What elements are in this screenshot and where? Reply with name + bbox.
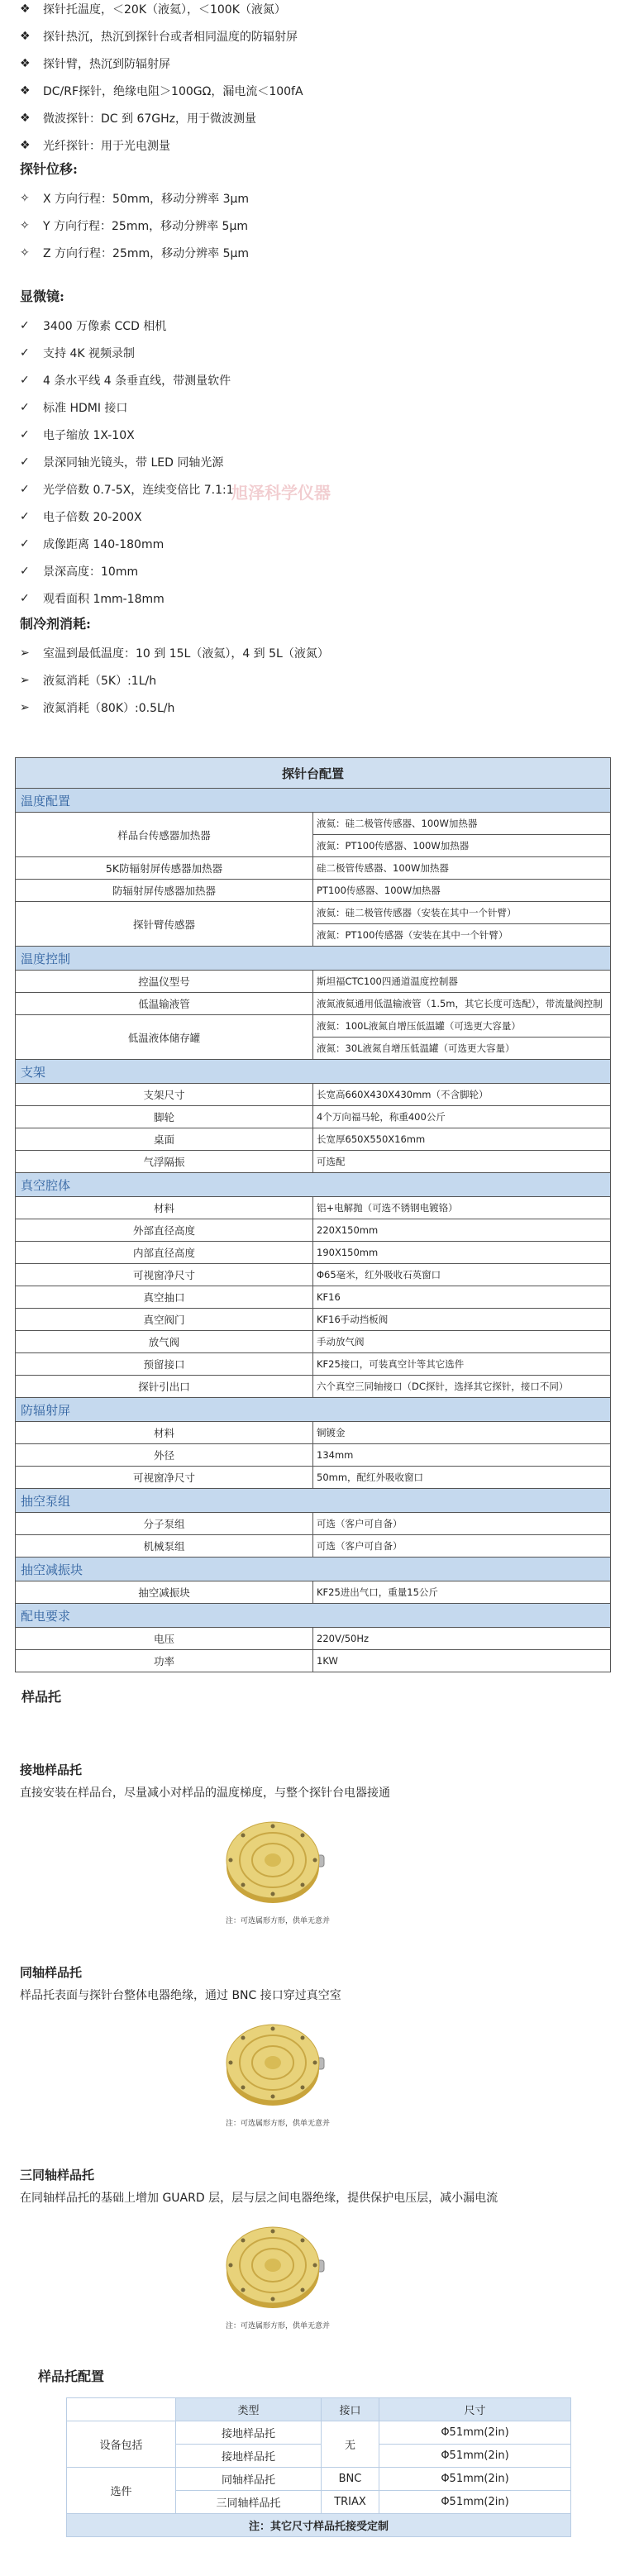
spec-key: 抽空减振块 bbox=[16, 1581, 313, 1604]
spec-value: 220X150mm bbox=[313, 1219, 611, 1242]
header-type: 类型 bbox=[176, 2398, 322, 2421]
sample-holder-image bbox=[223, 2216, 331, 2315]
holder-config-title: 样品托配置 bbox=[38, 2368, 105, 2384]
list-item bbox=[20, 448, 603, 475]
list-item-text: 电子倍数 20-200X bbox=[43, 510, 142, 524]
bullet-icon: ➢ bbox=[20, 700, 30, 714]
spec-value: 硅二极管传感器、100W加热器 bbox=[313, 857, 611, 880]
spec-key: 探针引出口 bbox=[16, 1376, 313, 1398]
spec-value: 液氦：100L液氮自增压低温罐（可选更大容量） bbox=[313, 1015, 611, 1038]
list-item-text: 标准 HDMI 接口 bbox=[43, 401, 128, 415]
bullet-icon: ✓ bbox=[20, 373, 30, 387]
list-item bbox=[20, 584, 603, 612]
spec-value: 液氮：30L液氮自增压低温罐（可选更大容量） bbox=[313, 1038, 611, 1060]
probe-feature-list bbox=[8, 0, 615, 159]
spec-value: 长宽高660X430X430mm（不含脚轮） bbox=[313, 1084, 611, 1106]
probe-station-config-table bbox=[15, 757, 611, 1672]
table-row bbox=[16, 1286, 611, 1309]
spec-key: 控温仪型号 bbox=[16, 971, 313, 993]
spec-value: 手动放气阀 bbox=[313, 1331, 611, 1353]
group-row bbox=[16, 1060, 611, 1084]
list-item bbox=[20, 104, 615, 131]
list-item-text: 液氮消耗（80K）:0.5L/h bbox=[43, 701, 175, 715]
list-item-text: Y 方向行程：25mm，移动分辨率 5μm bbox=[43, 219, 248, 233]
image-caption: 注：可选属形方形，供单无意并 bbox=[225, 2120, 330, 2128]
list-item-text: 观看面积 1mm-18mm bbox=[43, 592, 165, 606]
list-item-text: DC/RF探针，绝缘电阻＞100GΩ，漏电流＜100fA bbox=[43, 84, 303, 98]
bullet-icon: ✓ bbox=[20, 346, 30, 360]
bullet-icon: ✓ bbox=[20, 564, 30, 578]
spec-value: 液氦：硅二极管传感器、100W加热器 bbox=[313, 813, 611, 835]
table-row bbox=[16, 1106, 611, 1128]
group-row bbox=[16, 1604, 611, 1628]
config-title: 探针台配置 bbox=[16, 758, 611, 789]
bullet-icon: ✓ bbox=[20, 318, 30, 332]
holder-name: 接地样品托 bbox=[20, 1763, 83, 1777]
table-row bbox=[16, 1331, 611, 1353]
spec-value: KF25进出气口，重量15公斤 bbox=[313, 1581, 611, 1604]
table-row bbox=[16, 1513, 611, 1535]
holder-port-none: 无 bbox=[322, 2421, 379, 2468]
list-item bbox=[20, 239, 603, 266]
list-item-text: 景深同轴光镜头，带 LED 同轴光源 bbox=[43, 456, 224, 470]
group-title: 真空腔体 bbox=[16, 1173, 611, 1197]
spec-value: 液氮液氦通用低温输液管（1.5m，其它长度可选配），带流量阀控制 bbox=[313, 993, 611, 1015]
holder-section-title: 样品托 bbox=[21, 1689, 62, 1705]
sample-holder-image bbox=[223, 2013, 331, 2112]
spec-key: 电压 bbox=[16, 1628, 313, 1650]
cryogen-list bbox=[8, 639, 603, 721]
list-item-text: 微波探针：DC 到 67GHz，用于微波测量 bbox=[43, 112, 256, 126]
list-item bbox=[20, 503, 603, 530]
spec-key: 材料 bbox=[16, 1197, 313, 1219]
table-row bbox=[16, 857, 611, 880]
displacement-section bbox=[8, 159, 603, 266]
holder-port: TRIAX bbox=[322, 2491, 379, 2514]
list-item-text: 光纤探针：用于光电测量 bbox=[43, 139, 170, 153]
spec-key: 材料 bbox=[16, 1422, 313, 1444]
group-row bbox=[16, 789, 611, 813]
spec-key: 低温液体储存罐 bbox=[16, 1015, 313, 1060]
microscope-section bbox=[8, 286, 603, 612]
holder-port: BNC bbox=[322, 2468, 379, 2491]
microscope-list bbox=[8, 312, 603, 612]
watermark: 旭泽科学仪器 bbox=[231, 483, 331, 503]
cryogen-title: 制冷剂消耗: bbox=[20, 616, 91, 632]
spec-key: 5K防辐射屏传感器加热器 bbox=[16, 857, 313, 880]
spec-value: 可选配 bbox=[313, 1151, 611, 1173]
spec-value: KF16手动挡板阀 bbox=[313, 1309, 611, 1331]
holder-size: Φ51mm(2in) bbox=[379, 2445, 571, 2468]
list-item-text: Z 方向行程：25mm，移动分辨率 5μm bbox=[43, 246, 250, 260]
list-item bbox=[20, 694, 603, 721]
bullet-icon: ✓ bbox=[20, 591, 30, 605]
group-row bbox=[16, 1489, 611, 1513]
spec-key: 探针臂传感器 bbox=[16, 902, 313, 947]
list-item bbox=[20, 184, 603, 212]
holder-name: 同轴样品托 bbox=[20, 1965, 83, 1980]
bullet-icon: ✓ bbox=[20, 400, 30, 414]
spec-value: 134mm bbox=[313, 1444, 611, 1467]
table-row bbox=[16, 971, 611, 993]
table-row bbox=[16, 1242, 611, 1264]
spec-value: 190X150mm bbox=[313, 1242, 611, 1264]
bullet-icon: ➢ bbox=[20, 646, 30, 660]
spec-key: 真空阀门 bbox=[16, 1309, 313, 1331]
spec-key: 外部直径高度 bbox=[16, 1219, 313, 1242]
spec-value: 1KW bbox=[313, 1650, 611, 1672]
table-row bbox=[16, 1219, 611, 1242]
displacement-title: 探针位移: bbox=[20, 161, 78, 177]
bullet-icon: ✧ bbox=[20, 191, 30, 205]
table-row bbox=[16, 1151, 611, 1173]
bullet-icon: ✓ bbox=[20, 509, 30, 523]
list-item-text: 4 条水平线 4 条垂直线，带测量软件 bbox=[43, 374, 231, 388]
group-row bbox=[16, 1558, 611, 1581]
header-size: 尺寸 bbox=[379, 2398, 571, 2421]
spec-key: 机械泵组 bbox=[16, 1535, 313, 1558]
displacement-list bbox=[8, 184, 603, 266]
holder-type: 三同轴样品托 bbox=[176, 2491, 322, 2514]
spec-value: KF25接口，可装真空计等其它选件 bbox=[313, 1353, 611, 1376]
list-item-text: 光学倍数 0.7-5X，连续变倍比 7.1:1 bbox=[43, 483, 234, 497]
group-title: 温度配置 bbox=[16, 789, 611, 813]
optional-label: 选件 bbox=[67, 2468, 176, 2514]
spec-key: 脚轮 bbox=[16, 1106, 313, 1128]
list-item-text: 3400 万像素 CCD 相机 bbox=[43, 319, 167, 333]
table-row bbox=[16, 1581, 611, 1604]
table-row bbox=[16, 1128, 611, 1151]
holder-description: 样品托表面与探针台整体电器绝缘，通过 BNC 接口穿过真空室 bbox=[20, 1989, 341, 2002]
list-item-text: 液氦消耗（5K）:1L/h bbox=[43, 674, 157, 688]
bullet-icon: ✧ bbox=[20, 218, 30, 232]
table-row bbox=[16, 1628, 611, 1650]
group-title: 支架 bbox=[16, 1060, 611, 1084]
header-port: 接口 bbox=[322, 2398, 379, 2421]
list-item bbox=[20, 131, 615, 159]
holder-note: 注：其它尺寸样品托接受定制 bbox=[67, 2514, 571, 2537]
group-title: 温度控制 bbox=[16, 947, 611, 971]
group-row bbox=[16, 1398, 611, 1422]
spec-value: 斯坦福CTC100四通道温度控制器 bbox=[313, 971, 611, 993]
bullet-icon: ❖ bbox=[20, 83, 31, 98]
spec-value: 液氮：PT100传感器、100W加热器 bbox=[313, 835, 611, 857]
list-item bbox=[20, 50, 615, 77]
list-item bbox=[20, 22, 615, 50]
holder-config-table bbox=[66, 2397, 571, 2537]
spec-value: 可选（客户可自备） bbox=[313, 1535, 611, 1558]
bullet-icon: ❖ bbox=[20, 2, 31, 16]
table-row bbox=[16, 813, 611, 835]
spec-value: 50mm，配红外吸收窗口 bbox=[313, 1467, 611, 1489]
bullet-icon: ❖ bbox=[20, 138, 31, 152]
list-item-text: 成像距离 140-180mm bbox=[43, 537, 165, 551]
bullet-icon: ✧ bbox=[20, 246, 30, 260]
table-row bbox=[16, 1650, 611, 1672]
spec-key: 支架尺寸 bbox=[16, 1084, 313, 1106]
group-row bbox=[16, 1173, 611, 1197]
list-item-text: X 方向行程：50mm，移动分辨率 3μm bbox=[43, 192, 250, 206]
table-row bbox=[16, 1084, 611, 1106]
spec-key: 内部直径高度 bbox=[16, 1242, 313, 1264]
holder-description: 直接安装在样品台，尽量减小对样品的温度梯度，与整个探针台电器接通 bbox=[20, 1787, 390, 1800]
table-row bbox=[16, 993, 611, 1015]
spec-key: 气浮隔振 bbox=[16, 1151, 313, 1173]
group-title: 抽空减振块 bbox=[16, 1558, 611, 1581]
table-row bbox=[16, 1467, 611, 1489]
holder-type: 接地样品托 bbox=[176, 2421, 322, 2445]
spec-value: 液氮：PT100传感器（安装在其中一个针臂） bbox=[313, 924, 611, 947]
holder-size: Φ51mm(2in) bbox=[379, 2491, 571, 2514]
spec-value: PT100传感器、100W加热器 bbox=[313, 880, 611, 902]
list-item-text: 支持 4K 视频录制 bbox=[43, 346, 135, 360]
bullet-icon: ➢ bbox=[20, 673, 30, 687]
list-item bbox=[20, 639, 603, 666]
list-item-text: 景深高度：10mm bbox=[43, 565, 139, 579]
holder-type: 同轴样品托 bbox=[176, 2468, 322, 2491]
bullet-icon: ✓ bbox=[20, 427, 30, 441]
list-item-text: 探针托温度，＜20K（液氦），＜100K（液氮） bbox=[43, 2, 286, 17]
list-item bbox=[20, 421, 603, 448]
sample-holder-image bbox=[223, 1810, 331, 1910]
spec-key: 样品台传感器加热器 bbox=[16, 813, 313, 857]
list-item bbox=[20, 0, 615, 22]
spec-value: 液氦：硅二极管传感器（安装在其中一个针臂） bbox=[313, 902, 611, 924]
table-row bbox=[16, 1353, 611, 1376]
spec-key: 外径 bbox=[16, 1444, 313, 1467]
spec-value: KF16 bbox=[313, 1286, 611, 1309]
list-item bbox=[20, 366, 603, 394]
list-item bbox=[20, 212, 603, 239]
list-item-text: 室温到最低温度：10 到 15L（液氦），4 到 5L（液氮） bbox=[43, 646, 329, 661]
table-row bbox=[16, 1015, 611, 1038]
spec-value: 铝+电解抛（可选不锈钢电镀铬） bbox=[313, 1197, 611, 1219]
spec-value: 长宽厚650X550X16mm bbox=[313, 1128, 611, 1151]
microscope-title: 显微镜: bbox=[20, 289, 64, 304]
spec-value: 220V/50Hz bbox=[313, 1628, 611, 1650]
cryogen-section bbox=[8, 613, 603, 721]
spec-value: Φ65毫米，红外吸收石英窗口 bbox=[313, 1264, 611, 1286]
included-label: 设备包括 bbox=[67, 2421, 176, 2468]
list-item bbox=[20, 394, 603, 421]
bullet-icon: ✓ bbox=[20, 482, 30, 496]
spec-value: 4个万向福马轮，称重400公斤 bbox=[313, 1106, 611, 1128]
bullet-icon: ❖ bbox=[20, 29, 31, 43]
list-item bbox=[20, 530, 603, 557]
spec-value: 六个真空三同轴接口（DC探针，选择其它探针，接口不同） bbox=[313, 1376, 611, 1398]
group-title: 配电要求 bbox=[16, 1604, 611, 1628]
table-row bbox=[16, 902, 611, 924]
holder-type: 接地样品托 bbox=[176, 2445, 322, 2468]
holder-size: Φ51mm(2in) bbox=[379, 2421, 571, 2445]
table-row bbox=[16, 1444, 611, 1467]
spec-key: 可视窗净尺寸 bbox=[16, 1467, 313, 1489]
spec-key: 功率 bbox=[16, 1650, 313, 1672]
table-row bbox=[16, 880, 611, 902]
holder-description: 在同轴样品托的基础上增加 GUARD 层，层与层之间电器绝缘，提供保护电压层，减小漏电流 bbox=[20, 2192, 498, 2205]
table-row bbox=[16, 1264, 611, 1286]
spec-key: 可视窗净尺寸 bbox=[16, 1264, 313, 1286]
list-item bbox=[20, 557, 603, 584]
spec-key: 真空抽口 bbox=[16, 1286, 313, 1309]
table-row bbox=[16, 1309, 611, 1331]
bullet-icon: ❖ bbox=[20, 111, 31, 125]
image-caption: 注：可选属形方形，供单无意并 bbox=[225, 1917, 330, 1925]
list-item bbox=[20, 312, 603, 339]
group-title: 抽空泵组 bbox=[16, 1489, 611, 1513]
list-item bbox=[20, 339, 603, 366]
spec-value: 铜镀金 bbox=[313, 1422, 611, 1444]
group-title: 防辐射屏 bbox=[16, 1398, 611, 1422]
table-row bbox=[16, 1376, 611, 1398]
bullet-icon: ✓ bbox=[20, 537, 30, 551]
table-row bbox=[16, 1535, 611, 1558]
group-row bbox=[16, 947, 611, 971]
list-item bbox=[20, 77, 615, 104]
list-item-text: 探针热沉，热沉到探针台或者相同温度的防辐射屏 bbox=[43, 30, 298, 44]
spec-key: 桌面 bbox=[16, 1128, 313, 1151]
spec-key: 低温输液管 bbox=[16, 993, 313, 1015]
image-caption: 注：可选属形方形，供单无意并 bbox=[225, 2322, 330, 2330]
spec-key: 分子泵组 bbox=[16, 1513, 313, 1535]
table-row bbox=[16, 1197, 611, 1219]
spec-key: 预留接口 bbox=[16, 1353, 313, 1376]
bullet-icon: ❖ bbox=[20, 56, 31, 70]
holder-size: Φ51mm(2in) bbox=[379, 2468, 571, 2491]
spec-key: 放气阀 bbox=[16, 1331, 313, 1353]
list-item-text: 电子缩放 1X-10X bbox=[43, 428, 135, 442]
table-title-row bbox=[16, 758, 611, 789]
list-item-text: 探针臂，热沉到防辐射屏 bbox=[43, 57, 170, 71]
spec-key: 防辐射屏传感器加热器 bbox=[16, 880, 313, 902]
spec-value: 可选（客户可自备） bbox=[313, 1513, 611, 1535]
bullet-icon: ✓ bbox=[20, 455, 30, 469]
holder-name: 三同轴样品托 bbox=[20, 2168, 95, 2182]
list-item bbox=[20, 666, 603, 694]
table-row bbox=[16, 1422, 611, 1444]
